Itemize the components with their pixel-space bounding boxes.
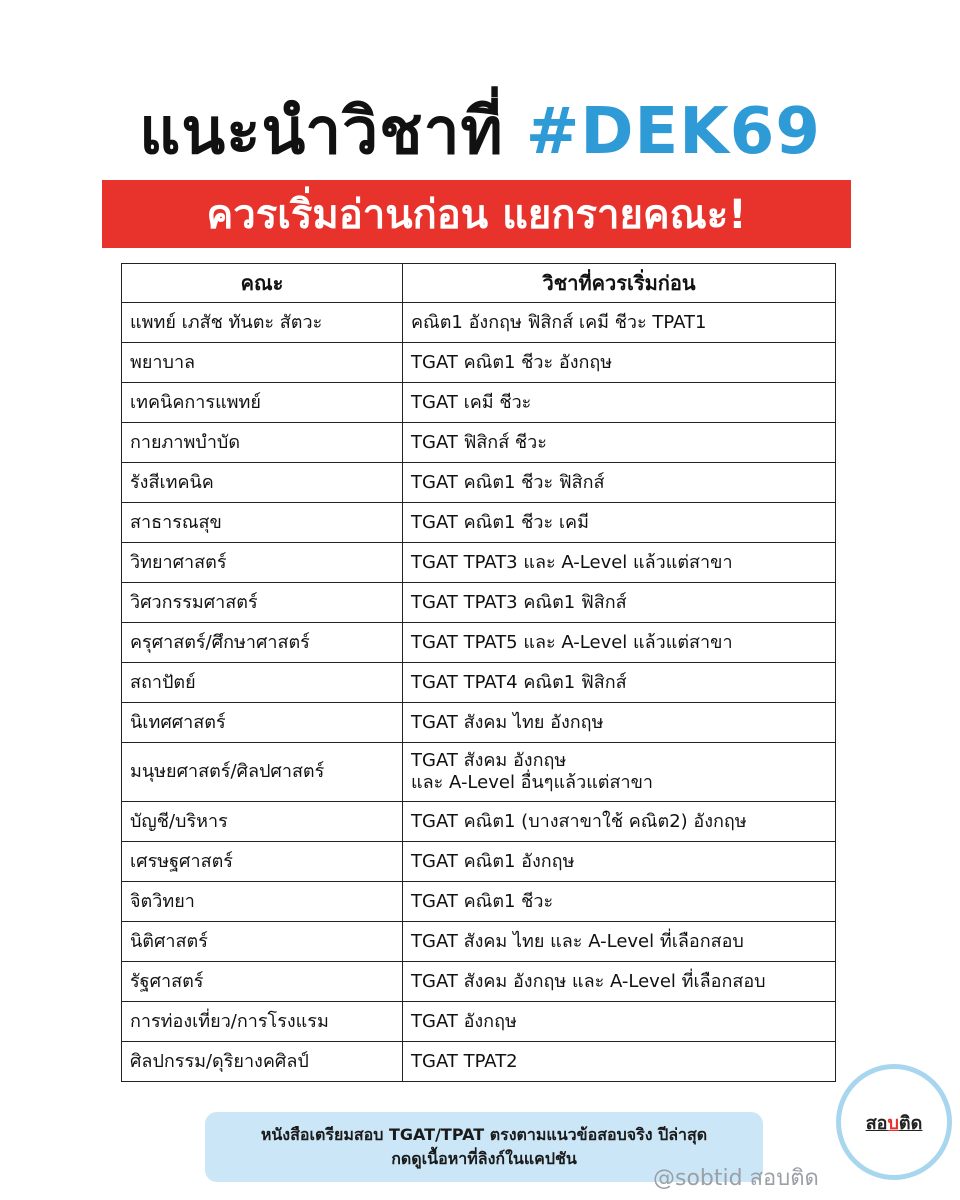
subjects-cell xyxy=(403,882,836,922)
subjects-cell xyxy=(403,922,836,962)
table-row xyxy=(122,583,836,623)
faculty-cell: วิทยาศาสตร์ xyxy=(122,543,403,583)
subjects-text: TGAT เคมี ชีวะ xyxy=(411,391,532,413)
faculty-cell: บัญชี/บริหาร xyxy=(122,802,403,842)
table-row xyxy=(122,842,836,882)
account-handle: @sobtid สอบติด xyxy=(653,1166,819,1191)
faculty-cell: นิเทศศาสตร์ xyxy=(122,703,403,743)
table-body xyxy=(122,303,836,1082)
faculty-cell: การท่องเที่ยว/การโรงแรม xyxy=(122,1002,403,1042)
table-row xyxy=(122,922,836,962)
subjects-text: TGAT คณิต1 ชีวะ เคมี xyxy=(411,511,589,533)
subjects-cell xyxy=(403,583,836,623)
faculty-cell: เศรษฐศาสตร์ xyxy=(122,842,403,882)
faculty-cell: นิติศาสตร์ xyxy=(122,922,403,962)
table-row xyxy=(122,623,836,663)
subjects-cell xyxy=(403,543,836,583)
subjects-cell xyxy=(403,802,836,842)
brand-logo xyxy=(836,1064,952,1180)
subjects-cell xyxy=(403,842,836,882)
faculty-cell: วิศวกรรมศาสตร์ xyxy=(122,583,403,623)
promo-line-1: หนังสือเตรียมสอบ TGAT/TPAT ตรงตามแนวข้อสอบจริง ปีล่าสุด xyxy=(260,1125,708,1144)
subjects-cell xyxy=(403,962,836,1002)
subjects-cell xyxy=(403,423,836,463)
subjects-text: TGAT คณิต1 ชีวะ xyxy=(411,890,554,912)
subjects-cell xyxy=(403,463,836,503)
subjects-text: TGAT TPAT3 คณิต1 ฟิสิกส์ xyxy=(411,591,627,613)
title-hashtag: #DEK69 xyxy=(525,95,821,169)
promo-line-2: กดดูเนื้อหาที่ลิงก์ในแคปชัน xyxy=(391,1149,577,1168)
subjects-text: TGAT คณิต1 ชีวะ ฟิสิกส์ xyxy=(411,471,605,493)
faculty-cell: กายภาพบำบัด xyxy=(122,423,403,463)
subjects-text: TGAT สังคม ไทย อังกฤษ xyxy=(411,711,604,733)
subjects-text: TGAT TPAT2 xyxy=(411,1050,518,1072)
logo-text: สอบติด xyxy=(865,1112,923,1134)
subjects-text: TGAT สังคม ไทย และ A-Level ที่เลือกสอบ xyxy=(411,930,744,952)
faculty-cell: สาธารณสุข xyxy=(122,503,403,543)
table-row xyxy=(122,743,836,802)
table-header-row xyxy=(122,264,836,303)
subjects-text: TGAT คณิต1 อังกฤษ xyxy=(411,850,575,872)
subjects-cell xyxy=(403,663,836,703)
subjects-text: TGAT TPAT5 และ A-Level แล้วแต่สาขา xyxy=(411,631,733,653)
title-main: แนะนำวิชาที่ xyxy=(139,95,504,169)
subjects-text: TGAT สังคม อังกฤษ xyxy=(411,750,567,771)
table-row xyxy=(122,663,836,703)
table-row xyxy=(122,1042,836,1082)
subjects-text: TGAT คณิต1 (บางสาขาใช้ คณิต2) อังกฤษ xyxy=(411,810,747,832)
faculty-cell: รังสีเทคนิค xyxy=(122,463,403,503)
table-row xyxy=(122,703,836,743)
subjects-text-line-2: และ A-Level อื่นๆแล้วแต่สาขา xyxy=(411,772,653,793)
subjects-cell xyxy=(403,1002,836,1042)
table-row xyxy=(122,962,836,1002)
subjects-cell xyxy=(403,303,836,343)
faculty-cell: แพทย์ เภสัช ทันตะ สัตวะ xyxy=(122,303,403,343)
faculty-cell: เทคนิคการแพทย์ xyxy=(122,383,403,423)
table-row xyxy=(122,383,836,423)
subjects-cell xyxy=(403,703,836,743)
faculty-subject-table xyxy=(121,263,836,1082)
subjects-text: TGAT TPAT3 และ A-Level แล้วแต่สาขา xyxy=(411,551,733,573)
faculty-cell: รัฐศาสตร์ xyxy=(122,962,403,1002)
table-row xyxy=(122,1002,836,1042)
subtitle-banner: ควรเริ่มอ่านก่อน แยกรายคณะ! xyxy=(102,180,851,248)
table-row xyxy=(122,423,836,463)
page-title xyxy=(0,95,960,169)
faculty-cell: พยาบาล xyxy=(122,343,403,383)
table-row xyxy=(122,882,836,922)
subjects-text: คณิต1 อังกฤษ ฟิสิกส์ เคมี ชีวะ TPAT1 xyxy=(411,311,707,333)
table-row xyxy=(122,303,836,343)
table-row xyxy=(122,463,836,503)
subjects-cell xyxy=(403,383,836,423)
subjects-cell xyxy=(403,623,836,663)
subjects-cell xyxy=(403,343,836,383)
subjects-text: TGAT TPAT4 คณิต1 ฟิสิกส์ xyxy=(411,671,627,693)
table-row xyxy=(122,543,836,583)
subjects-text: TGAT ฟิสิกส์ ชีวะ xyxy=(411,431,547,453)
header-subjects: วิชาที่ควรเริ่มก่อน xyxy=(403,264,836,303)
subjects-cell xyxy=(403,1042,836,1082)
header-faculty: คณะ xyxy=(122,264,403,303)
subjects-text: TGAT อังกฤษ xyxy=(411,1010,517,1032)
faculty-cell: ศิลปกรรม/ดุริยางคศิลป์ xyxy=(122,1042,403,1082)
subjects-text: TGAT สังคม อังกฤษ และ A-Level ที่เลือกสอบ xyxy=(411,970,766,992)
subjects-text: TGAT คณิต1 ชีวะ อังกฤษ xyxy=(411,351,613,373)
subjects-cell xyxy=(403,743,836,802)
faculty-cell: มนุษยศาสตร์/ศิลปศาสตร์ xyxy=(122,743,403,802)
table-row xyxy=(122,802,836,842)
subjects-cell xyxy=(403,503,836,543)
faculty-cell: จิตวิทยา xyxy=(122,882,403,922)
faculty-cell: ครุศาสตร์/ศึกษาศาสตร์ xyxy=(122,623,403,663)
faculty-cell: สถาปัตย์ xyxy=(122,663,403,703)
table-row xyxy=(122,503,836,543)
table-row xyxy=(122,343,836,383)
